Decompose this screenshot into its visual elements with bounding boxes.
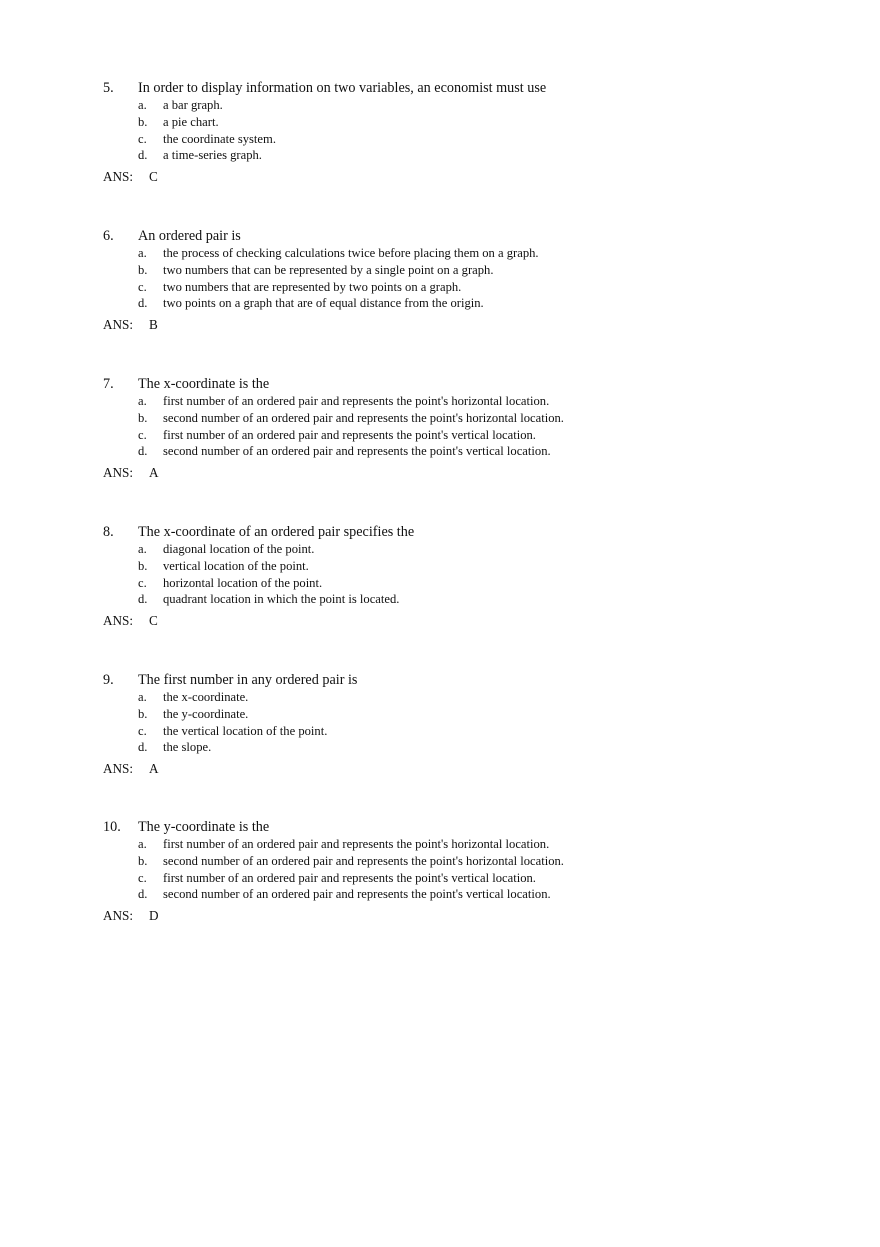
choice-text: first number of an ordered pair and represents the point's vertical location. bbox=[163, 870, 536, 885]
choice-b bbox=[103, 853, 803, 870]
choice-letter: b. bbox=[138, 706, 148, 721]
choice-d bbox=[103, 147, 803, 164]
choice-c bbox=[103, 575, 803, 592]
question-9 bbox=[103, 671, 803, 778]
answer-value: A bbox=[149, 465, 159, 481]
choice-c bbox=[103, 427, 803, 444]
choice-list bbox=[103, 245, 803, 312]
choice-c bbox=[103, 870, 803, 887]
question-6 bbox=[103, 227, 803, 334]
choice-letter: a. bbox=[138, 98, 147, 112]
choice-list bbox=[103, 836, 803, 903]
choice-letter: a. bbox=[138, 542, 147, 556]
choice-b bbox=[103, 558, 803, 575]
choice-text: two points on a graph that are of equal distance from the origin. bbox=[163, 296, 484, 311]
choice-text: the y-coordinate. bbox=[163, 706, 249, 721]
choice-text: the vertical location of the point. bbox=[163, 723, 328, 738]
question-number: 9. bbox=[103, 672, 114, 688]
choice-list bbox=[103, 689, 803, 756]
choice-a bbox=[103, 245, 803, 262]
choice-letter: b. bbox=[138, 558, 148, 573]
answer-value: A bbox=[149, 761, 159, 777]
choice-letter: a. bbox=[138, 246, 147, 260]
question-number: 8. bbox=[103, 524, 114, 540]
choice-text: first number of an ordered pair and represents the point's horizontal location. bbox=[163, 837, 550, 851]
choice-letter: a. bbox=[138, 837, 147, 851]
question-7 bbox=[103, 375, 803, 482]
choice-text: diagonal location of the point. bbox=[163, 542, 315, 556]
choice-letter: d. bbox=[138, 887, 148, 902]
choice-text: a bar graph. bbox=[163, 98, 223, 112]
choice-text: second number of an ordered pair and represents the point's horizontal location. bbox=[163, 853, 564, 868]
choice-c bbox=[103, 131, 803, 148]
choice-letter: d. bbox=[138, 148, 148, 163]
answer-label: ANS: bbox=[103, 169, 134, 185]
question-text: An ordered pair is bbox=[138, 228, 241, 244]
answer-label: ANS: bbox=[103, 317, 134, 333]
choice-letter: d. bbox=[138, 740, 148, 755]
choice-text: second number of an ordered pair and represents the point's vertical location. bbox=[163, 887, 551, 902]
choice-text: second number of an ordered pair and represents the point's vertical location. bbox=[163, 444, 551, 459]
choice-text: a time-series graph. bbox=[163, 148, 262, 163]
question-stem bbox=[103, 227, 803, 245]
choice-d bbox=[103, 295, 803, 312]
choice-text: two numbers that are represented by two points on a graph. bbox=[163, 279, 462, 294]
choice-a bbox=[103, 541, 803, 558]
answer-label: ANS: bbox=[103, 908, 134, 924]
question-number: 10. bbox=[103, 819, 121, 835]
choice-text: two numbers that can be represented by a single point on a graph. bbox=[163, 262, 494, 277]
answer-value: D bbox=[149, 908, 159, 924]
choice-letter: d. bbox=[138, 444, 148, 459]
choice-text: quadrant location in which the point is located. bbox=[163, 592, 400, 607]
choice-b bbox=[103, 410, 803, 427]
choice-b bbox=[103, 114, 803, 131]
choice-b bbox=[103, 706, 803, 723]
question-stem bbox=[103, 671, 803, 689]
choice-letter: d. bbox=[138, 592, 148, 607]
choice-letter: d. bbox=[138, 296, 148, 311]
question-10 bbox=[103, 818, 803, 925]
answer-value: C bbox=[149, 169, 158, 185]
answer-label: ANS: bbox=[103, 465, 134, 481]
question-stem bbox=[103, 523, 803, 541]
choice-letter: c. bbox=[138, 723, 147, 738]
question-stem bbox=[103, 375, 803, 393]
choice-a bbox=[103, 97, 803, 114]
question-number: 7. bbox=[103, 376, 114, 392]
choice-letter: c. bbox=[138, 575, 147, 590]
choice-letter: a. bbox=[138, 394, 147, 408]
choice-letter: b. bbox=[138, 853, 148, 868]
choice-text: first number of an ordered pair and represents the point's horizontal location. bbox=[163, 394, 550, 408]
choice-b bbox=[103, 262, 803, 279]
choice-text: the coordinate system. bbox=[163, 131, 276, 146]
question-text: The x-coordinate of an ordered pair specifies the bbox=[138, 524, 415, 540]
choice-letter: c. bbox=[138, 279, 147, 294]
answer-line bbox=[103, 760, 803, 778]
choice-c bbox=[103, 723, 803, 740]
choice-text: vertical location of the point. bbox=[163, 558, 309, 573]
choice-letter: b. bbox=[138, 410, 148, 425]
choice-list bbox=[103, 97, 803, 164]
answer-line bbox=[103, 464, 803, 482]
choice-d bbox=[103, 443, 803, 460]
choice-letter: b. bbox=[138, 262, 148, 277]
answer-value: B bbox=[149, 317, 158, 333]
choice-d bbox=[103, 739, 803, 756]
answer-label: ANS: bbox=[103, 613, 134, 629]
question-text: The x-coordinate is the bbox=[138, 376, 270, 392]
choice-d bbox=[103, 591, 803, 608]
question-text: In order to display information on two variables, an economist must use bbox=[138, 80, 547, 96]
answer-line bbox=[103, 168, 803, 186]
answer-line bbox=[103, 612, 803, 630]
choice-letter: c. bbox=[138, 131, 147, 146]
choice-text: second number of an ordered pair and represents the point's horizontal location. bbox=[163, 410, 564, 425]
choice-letter: b. bbox=[138, 114, 148, 129]
question-number: 6. bbox=[103, 228, 114, 244]
question-number: 5. bbox=[103, 80, 114, 96]
choice-text: the x-coordinate. bbox=[163, 690, 249, 704]
question-5 bbox=[103, 79, 803, 186]
choice-list bbox=[103, 393, 803, 460]
choice-a bbox=[103, 836, 803, 853]
choice-a bbox=[103, 393, 803, 410]
choice-c bbox=[103, 279, 803, 296]
question-8 bbox=[103, 523, 803, 630]
choice-text: the slope. bbox=[163, 740, 212, 755]
question-stem bbox=[103, 818, 803, 836]
question-stem bbox=[103, 79, 803, 97]
answer-value: C bbox=[149, 613, 158, 629]
choice-d bbox=[103, 886, 803, 903]
answer-line bbox=[103, 316, 803, 334]
choice-text: the process of checking calculations twice before placing them on a graph. bbox=[163, 246, 539, 260]
choice-text: a pie chart. bbox=[163, 114, 219, 129]
choice-a bbox=[103, 689, 803, 706]
answer-label: ANS: bbox=[103, 761, 134, 777]
choice-text: first number of an ordered pair and represents the point's vertical location. bbox=[163, 427, 536, 442]
choice-list bbox=[103, 541, 803, 608]
choice-text: horizontal location of the point. bbox=[163, 575, 323, 590]
question-text: The y-coordinate is the bbox=[138, 819, 270, 835]
choice-letter: c. bbox=[138, 427, 147, 442]
choice-letter: c. bbox=[138, 870, 147, 885]
question-text: The first number in any ordered pair is bbox=[138, 672, 358, 688]
answer-line bbox=[103, 907, 803, 925]
choice-letter: a. bbox=[138, 690, 147, 704]
